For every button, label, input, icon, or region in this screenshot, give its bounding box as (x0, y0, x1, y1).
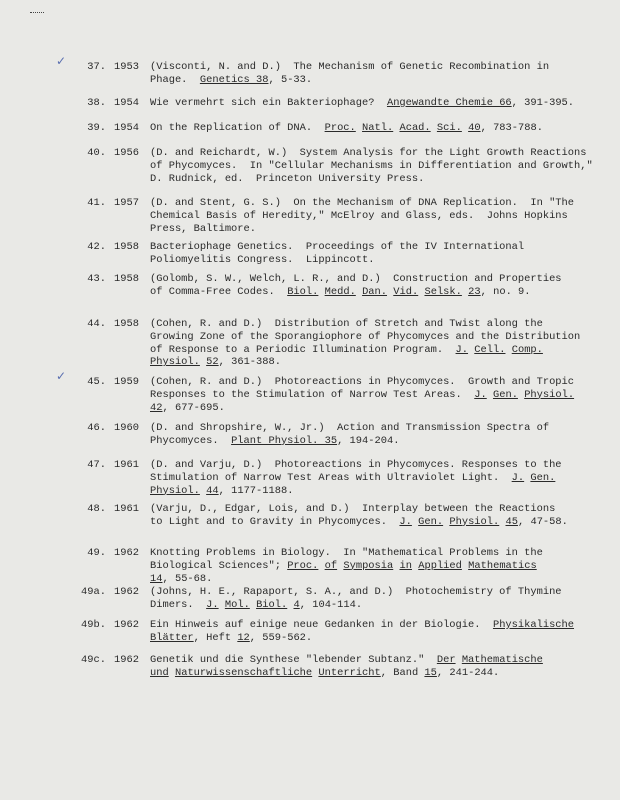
citation-line (150, 503, 590, 516)
citation-underlined-text: Naturwissenschaftliche (174, 666, 313, 679)
citation-line (150, 61, 590, 74)
citation-underlined-text: 40 (468, 122, 481, 134)
entry-year: 1958 (114, 241, 139, 253)
citation-underlined-text: Physiol. (524, 388, 575, 401)
citation-underlined-text: Cell. (474, 343, 506, 356)
citation-line (150, 223, 590, 236)
citation-line (150, 344, 590, 357)
entry-number: 45. (87, 376, 106, 388)
citation-text: (Golomb, S. W., Welch, L. R., and D.) Construction and Properties (150, 273, 562, 285)
citation-text: (Johns, H. E., Rapaport, S. A., and D.) Photochemistry of Thymine (150, 586, 562, 598)
citation-text: (Visconti, N. and D.) The Mechanism of Genetic Recombination in (150, 61, 550, 73)
citation-line (150, 516, 590, 529)
citation-line (150, 241, 590, 254)
citation-text: , Band (380, 666, 425, 679)
citation-underlined-text: Proc. (324, 122, 356, 134)
entry-citation (150, 547, 590, 585)
citation-text: , 677-695. (162, 401, 225, 414)
citation-line (150, 402, 590, 415)
citation-underlined-text: J. (474, 388, 487, 401)
citation-line (150, 586, 590, 599)
citation-underlined-text: Natl. (362, 122, 394, 134)
entry-year: 1962 (114, 586, 139, 598)
entry-year: 1958 (114, 273, 139, 285)
entry-year: 1959 (114, 376, 139, 388)
citation-text: (D. and Shropshire, W., Jr.) Action and Transmission Spectra of (150, 422, 550, 434)
citation-text: Wie vermehrt sich ein Bakteriophage? (150, 97, 387, 109)
citation-underlined-text: Vid. (393, 285, 419, 298)
citation-text: Ein Hinweis auf einige neue Gedanken in der Biologie. (150, 619, 493, 631)
checkmark-icon: ✓ (56, 54, 67, 68)
entry-year: 1954 (114, 97, 139, 109)
citation-line (150, 573, 590, 586)
citation-underlined-text: 15 (424, 666, 437, 679)
citation-text: (Cohen, R. and D.) Photoreactions in Phycomyces. Growth and Tropic (150, 376, 575, 388)
citation-line (150, 599, 590, 612)
citation-text: of Phycomyces. In "Cellular Mechanisms in Differentiation and Growth," (150, 159, 593, 172)
citation-text: , 104-114. (299, 598, 363, 611)
citation-underlined-text: und (150, 666, 169, 679)
entry-number: 49a. (81, 586, 106, 598)
citation-underlined-text: Angewandte Chemie 66 (386, 97, 512, 109)
citation-underlined-text: Dan. (362, 285, 388, 298)
citation-text: , Heft (193, 631, 238, 644)
entry-citation (150, 147, 593, 185)
citation-text: Chemical Basis of Heredity," McElroy and Glass, eds. Johns Hopkins (150, 209, 568, 222)
entry-citation (150, 503, 590, 529)
citation-line (150, 422, 590, 435)
entry-year: 1957 (114, 197, 139, 209)
citation-underlined-text: 44 (206, 484, 219, 497)
citation-underlined-text: 45 (505, 515, 518, 528)
citation-text: On the Replication of DNA. (150, 122, 325, 134)
citation-line (150, 97, 590, 110)
citation-underlined-text: Comp. (511, 343, 543, 356)
citation-line (150, 331, 590, 344)
entry-citation (150, 97, 590, 110)
entry-citation (150, 241, 590, 267)
citation-text: , 55-68. (162, 572, 213, 585)
citation-underlined-text: 42 (150, 401, 163, 414)
citation-underlined-text: Biol. (256, 598, 288, 611)
entry-year: 1962 (114, 654, 139, 666)
citation-text: Poliomyelitis Congress. Lippincott. (150, 253, 375, 266)
entry-number: 48. (87, 503, 106, 515)
citation-line (150, 147, 590, 160)
entry-number: 47. (87, 459, 106, 471)
citation-line (150, 356, 590, 369)
citation-text: Genetik und die Synthese "lebender Subtanz." (150, 654, 437, 666)
entry-year: 1962 (114, 619, 139, 631)
entry-number: 49. (87, 547, 106, 559)
citation-line (150, 435, 590, 448)
citation-text: , 559-562. (249, 631, 313, 644)
citation-underlined-text: Biol. (287, 285, 319, 298)
entry-citation (150, 619, 590, 645)
citation-text: D. Rudnick, ed. Princeton University Press. (150, 172, 425, 185)
entry-number: 38. (87, 97, 106, 109)
citation-underlined-text: 4 (293, 598, 300, 611)
citation-underlined-text: Genetics 38 (199, 73, 269, 86)
citation-underlined-text: in (399, 559, 412, 572)
citation-underlined-text: Gen. (418, 515, 444, 528)
entry-citation (150, 318, 590, 369)
citation-line (150, 286, 590, 299)
citation-text: Dimers. (150, 598, 207, 611)
entry-number: 40. (87, 147, 106, 159)
citation-line (150, 254, 590, 267)
citation-underlined-text: J. (511, 471, 525, 484)
citation-text: Knotting Problems in Biology. In "Mathematical Problems in the (150, 547, 543, 559)
citation-text: of Comma-Free Codes. (150, 285, 288, 298)
citation-text: , 361-388. (218, 356, 281, 369)
citation-line (150, 547, 590, 560)
citation-underlined-text: Mathematics (468, 559, 537, 572)
entry-year: 1962 (114, 547, 139, 559)
citation-underlined-text: Applied (418, 559, 462, 572)
citation-underlined-text: 12 (237, 631, 250, 644)
entry-year: 1953 (114, 61, 139, 73)
entry-citation (150, 586, 590, 612)
entry-number: 46. (87, 422, 106, 434)
citation-text: Growing Zone of the Sporangiophore of Phycomyces and the Distribution (150, 330, 581, 343)
citation-text: , 5-33. (268, 73, 313, 86)
citation-underlined-text: Sci. (436, 122, 462, 134)
entry-number: 49c. (81, 654, 106, 666)
citation-line (150, 560, 590, 573)
citation-underlined-text: of (324, 559, 338, 572)
citation-text: (Cohen, R. and D.) Distribution of Stretch and Twist along the (150, 318, 543, 330)
citation-text: , 391-395. (511, 97, 575, 109)
citation-text: , no. 9. (480, 285, 531, 298)
entry-citation (150, 459, 590, 497)
citation-line (150, 273, 590, 286)
entry-number: 41. (87, 197, 106, 209)
entry-number: 43. (87, 273, 106, 285)
entry-year: 1956 (114, 147, 139, 159)
citation-text: (D. and Varju, D.) Photoreactions in Phycomyces. Responses to the (150, 459, 562, 471)
citation-line (150, 459, 590, 472)
citation-line (150, 173, 590, 186)
citation-text: , 783-788. (480, 122, 543, 134)
citation-underlined-text: Physiol. (150, 356, 200, 369)
citation-line (150, 376, 590, 389)
entry-number: 42. (87, 241, 106, 253)
citation-underlined-text: J. (455, 343, 469, 356)
citation-underlined-text: Der (436, 654, 456, 666)
citation-text: (D. and Stent, G. S.) On the Mechanism of DNA Replication. In "The (150, 197, 575, 209)
citation-underlined-text: Physiol. (150, 484, 200, 497)
entry-citation (150, 197, 590, 235)
citation-underlined-text: Blätter (150, 631, 194, 644)
citation-underlined-text: Proc. (287, 559, 319, 572)
citation-underlined-text: Physiol. (449, 515, 500, 528)
citation-text: , 241-244. (436, 666, 500, 679)
citation-text: Stimulation of Narrow Test Areas with Ultraviolet Light. (150, 471, 512, 484)
citation-underlined-text: 52 (206, 356, 219, 369)
entry-year: 1961 (114, 503, 139, 515)
entry-citation (150, 122, 590, 135)
entry-citation (150, 273, 590, 299)
citation-underlined-text: Selsk. (424, 285, 462, 298)
entry-number: 44. (87, 318, 106, 330)
citation-text: , 47-58. (517, 515, 568, 528)
citation-text: (D. and Reichardt, W.) System Analysis for the Light Growth Reactions (150, 147, 587, 159)
citation-line (150, 485, 590, 498)
entry-number: 37. (87, 61, 106, 73)
citation-text: Biological Sciences"; (150, 559, 288, 572)
citation-line (150, 197, 590, 210)
entry-year: 1960 (114, 422, 139, 434)
citation-line (150, 654, 590, 667)
entry-year: 1961 (114, 459, 139, 471)
citation-line (150, 74, 590, 87)
citation-text: , 194-204. (337, 434, 400, 447)
citation-text: Responses to the Stimulation of Narrow Test Areas. (150, 388, 475, 401)
citation-line (150, 159, 593, 173)
entry-year: 1954 (114, 122, 139, 134)
citation-underlined-text: 23 (468, 285, 481, 298)
citation-line (150, 122, 590, 135)
entry-citation (150, 61, 590, 87)
entry-number: 49b. (81, 619, 106, 631)
citation-underlined-text: Mol. (224, 598, 250, 611)
citation-underlined-text: Gen. (530, 471, 556, 484)
citation-underlined-text: Gen. (492, 388, 518, 401)
citation-underlined-text: Acad. (399, 122, 431, 134)
citation-line (150, 210, 590, 223)
citation-underlined-text: Unterricht (318, 666, 381, 679)
pen-mark (30, 12, 44, 16)
citation-line (150, 472, 590, 485)
citation-text: Phage. (150, 73, 200, 86)
entry-citation (150, 422, 590, 448)
citation-underlined-text: Symposia (343, 559, 394, 572)
citation-line (150, 667, 590, 680)
entry-number: 39. (87, 122, 106, 134)
citation-underlined-text: Physikalische (492, 619, 575, 631)
citation-text: to Light and to Gravity in Phycomyces. (150, 515, 400, 528)
checkmark-icon: ✓ (56, 369, 67, 383)
citation-underlined-text: J. (399, 515, 412, 528)
citation-line (150, 632, 590, 645)
citation-underlined-text: Plant Physiol. 35 (231, 434, 338, 447)
citation-text: Bacteriophage Genetics. Proceedings of the IV International (150, 241, 525, 253)
citation-text: (Varju, D., Edgar, Lois, and D.) Interplay between the Reactions (150, 503, 556, 515)
citation-line (150, 389, 590, 402)
citation-underlined-text: Mathematische (461, 654, 543, 666)
citation-text: Phycomyces. (150, 434, 232, 447)
citation-underlined-text: 14 (150, 572, 163, 585)
citation-underlined-text: Medd. (324, 285, 356, 298)
entry-citation (150, 654, 590, 680)
citation-line (150, 619, 590, 632)
citation-underlined-text: J. (206, 598, 219, 611)
entry-year: 1958 (114, 318, 139, 330)
entry-citation (150, 376, 590, 414)
citation-text: Press, Baltimore. (150, 222, 257, 235)
citation-line (150, 318, 590, 331)
citation-text: , 1177-1188. (218, 484, 294, 497)
citation-text: of Response to a Periodic Illumination Program. (150, 343, 456, 356)
